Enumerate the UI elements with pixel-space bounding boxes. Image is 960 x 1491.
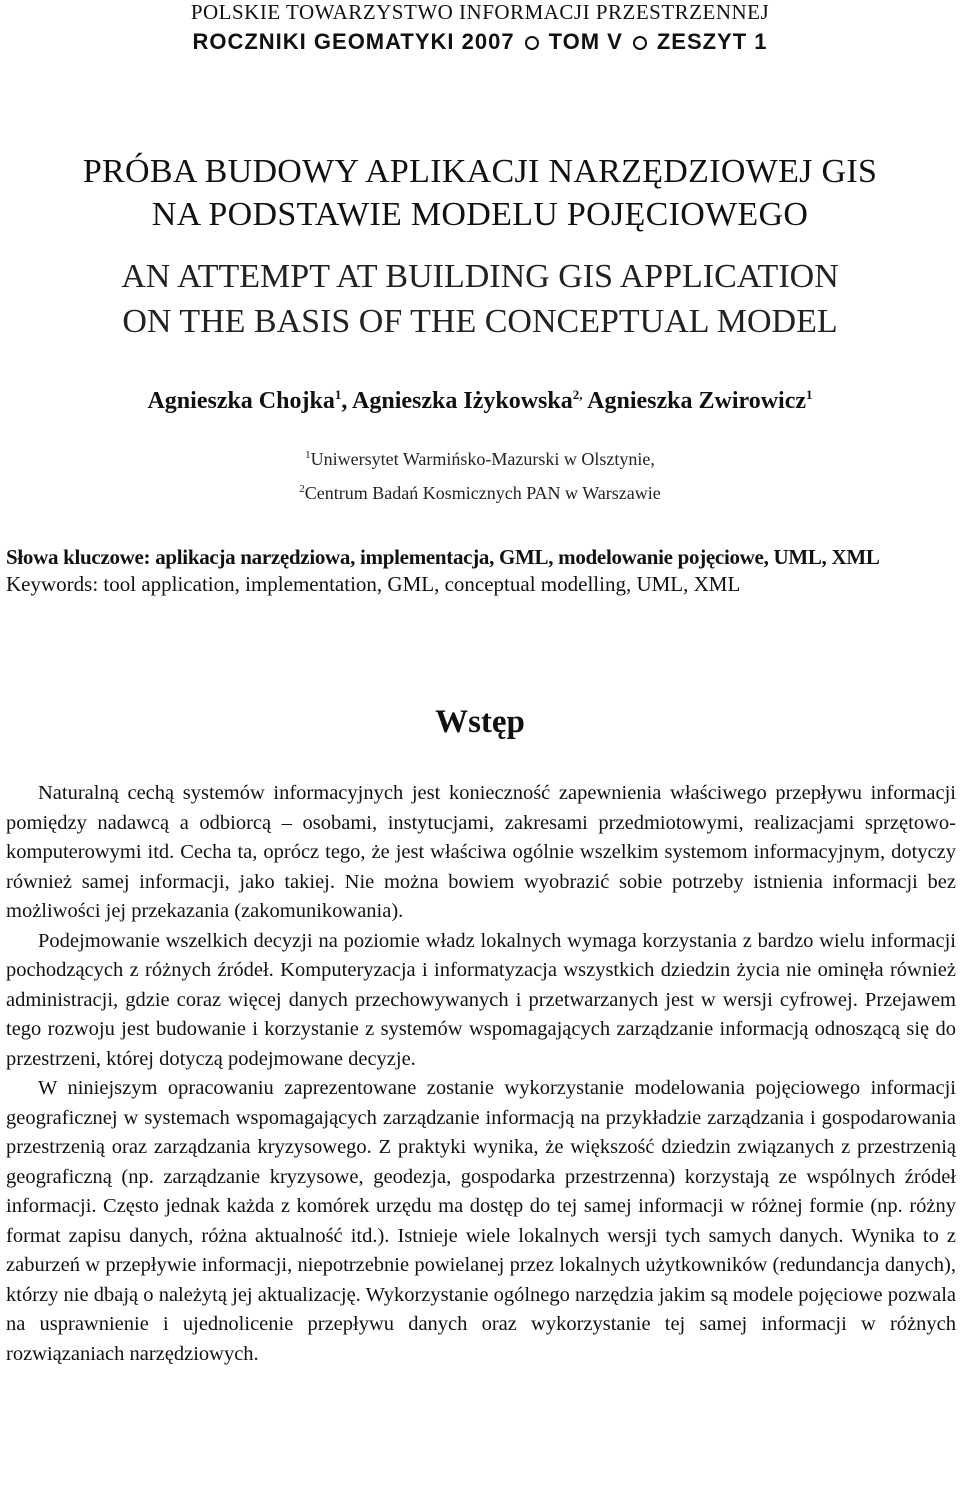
keywords-english: Keywords: tool application, implementation, GML, conceptual modelling, UML, XML bbox=[6, 572, 741, 596]
author-affiliation-marker: 1 bbox=[334, 387, 342, 402]
author-name: Agnieszka Iżykowska bbox=[352, 388, 573, 414]
society-header: POLSKIE TOWARZYSTWO INFORMACJI PRZESTRZENNEJ bbox=[190, 0, 770, 24]
affiliation-line bbox=[0, 440, 960, 474]
journal-volume: TOM V bbox=[548, 29, 623, 54]
author-name: Agnieszka Zwirowicz bbox=[587, 388, 807, 414]
paragraph: Podejmowanie wszelkich decyzji na poziomie władz lokalnych wymaga korzystania z bardzo wielu informacji pochodzących z różnych źródeł. Komputeryzacja i informatyzacja wszystkich dziedzin życia nie ominęła również administracji, gdzie coraz więcej danych przechowywanych i przetwarzanych jest w wersji cyfrowej. Przejawem tego rozwoju jest budowanie i korzystanie z systemów wspomagających zarządzanie informacją odnoszącą się do przestrzeni, której dotyczą podejmowane decyzje. bbox=[6, 929, 956, 1070]
title-english-line: AN ATTEMPT AT BUILDING GIS APPLICATION bbox=[121, 258, 839, 295]
affiliation-text: Centrum Badań Kosmicznych PAN w Warszawie bbox=[304, 483, 661, 503]
title-polish bbox=[0, 150, 960, 236]
keywords-polish: Słowa kluczowe: aplikacja narzędziowa, implementacja, GML, modelowanie pojęciowe, UML, XML bbox=[6, 545, 880, 569]
affiliations bbox=[0, 440, 960, 508]
journal-header bbox=[0, 28, 960, 56]
title-english-line: ON THE BASIS OF THE CONCEPTUAL MODEL bbox=[122, 303, 838, 340]
affiliation-text: Uniwersytet Warmińsko-Mazurski w Olsztynie, bbox=[310, 449, 655, 469]
journal-issue: ZESZYT 1 bbox=[656, 29, 768, 54]
journal-name: ROCZNIKI GEOMATYKI 2007 bbox=[192, 29, 515, 54]
author-affiliation-marker: 1 bbox=[806, 387, 813, 402]
circle-separator-icon bbox=[633, 36, 647, 50]
author-separator: , bbox=[341, 388, 353, 414]
title-english bbox=[0, 254, 960, 344]
title-polish-line: PRÓBA BUDOWY APLIKACJI NARZĘDZIOWEJ GIS bbox=[82, 153, 878, 190]
circle-separator-icon bbox=[525, 36, 539, 50]
author-list bbox=[0, 378, 960, 418]
body-text bbox=[6, 779, 956, 1369]
title-polish-line: NA PODSTAWIE MODELU POJĘCIOWEGO bbox=[151, 196, 809, 233]
affiliation-line bbox=[0, 474, 960, 508]
affiliation-marker: 2 bbox=[299, 483, 305, 495]
paragraph: W niniejszym opracowaniu zaprezentowane zostanie wykorzystanie modelowania pojęciowego informacji geograficznej w systemach wspomagających zarządzanie informacją na przykładzie zarządzania i gospodarowania przestrzenią oraz zarządzania kryzysowego. Z praktyki wynika, że większość dziedzin związanych z przestrzenią geograficzną (np. zarządzanie kryzysowe, geodezja, gospodarka przestrzenna) korzystają ze wspólnych źródeł informacji. Często jednak każda z komórek urzędu ma dostęp do tej samej informacji w różnej formie (np. różny format zapisu danych, różna aktualność itd.). Istnieje wiele lokalnych wersji tych samych danych. Wynika to z zaburzeń w przepływie informacji, niepotrzebnie powielanej przez lokalnych użytkowników (redundancja danych), którzy nie dbają o należytą jej aktualizację. Wykorzystanie ogólnego narzędzia jakim są modele pojęciowe pozwala na usprawnienie i ujednolicenie przepływu danych oraz wykorzystanie tej samej informacji w różnych rozwiązaniach narzędziowych. bbox=[6, 1077, 956, 1365]
author-name: Agnieszka Chojka bbox=[147, 388, 335, 414]
paragraph: Naturalną cechą systemów informacyjnych jest konieczność zapewnienia właściwego przepływu informacji pomiędzy nadawcą a odbiorcą – osobami, instytucjami, zakresami przedmiotowymi, realizacjami sprzętowo-komputerowymi itd. Cecha ta, oprócz tego, że jest właściwa ogólnie wszelkim systemom informacyjnym, dotyczy również samej informacji, jako takiej. Nie można bowiem wyobrazić sobie potrzeby istnienia informacji bez możliwości jej przekazania (zakomunikowania). bbox=[6, 782, 956, 922]
section-heading: Wstęp bbox=[435, 704, 525, 740]
affiliation-marker: 1 bbox=[305, 449, 311, 461]
author-affiliation-marker: 2, bbox=[572, 387, 583, 402]
keywords-block bbox=[6, 544, 954, 598]
